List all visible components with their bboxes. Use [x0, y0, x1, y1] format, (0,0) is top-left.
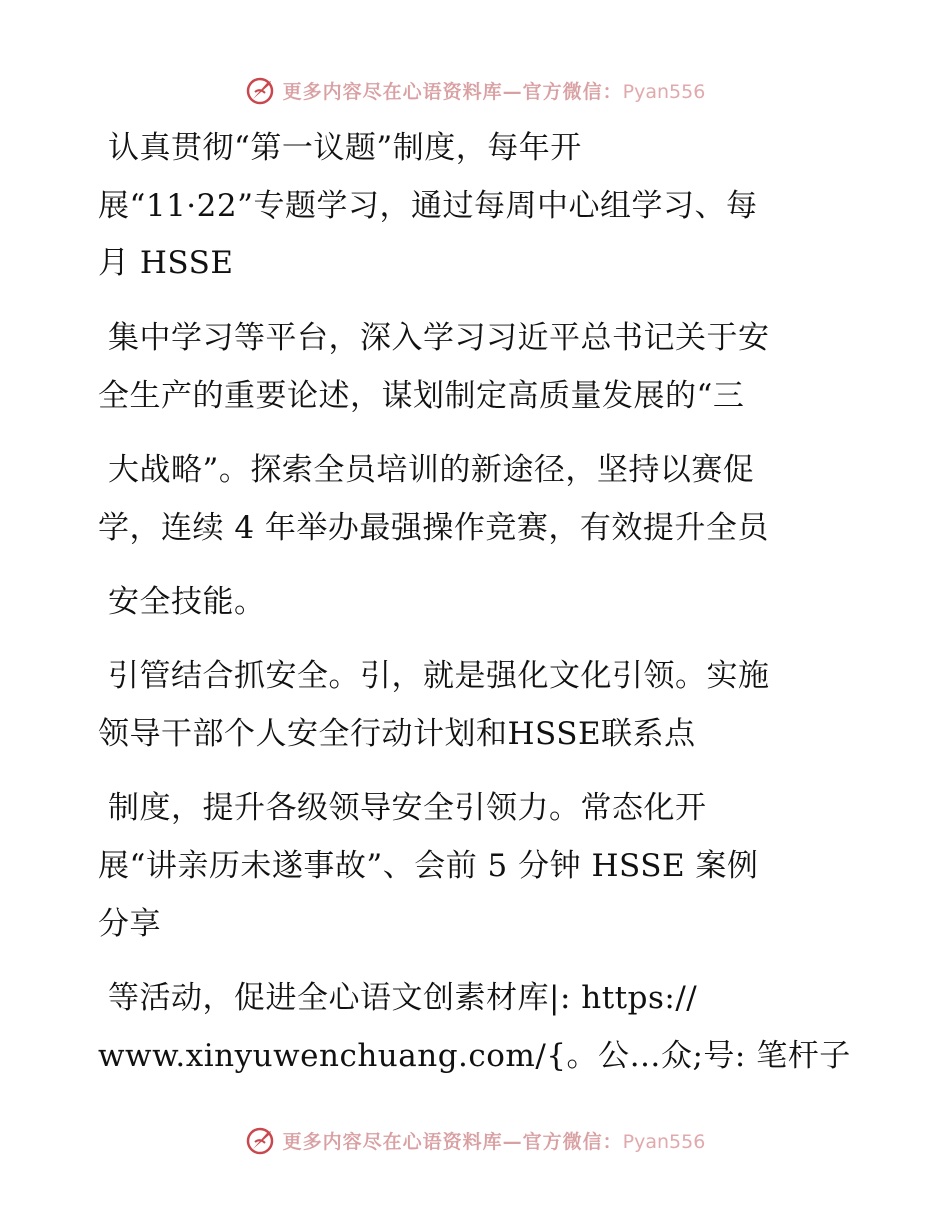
watermark-handle: Pyan556 [622, 80, 706, 103]
body-line: 展“讲亲历未遂事故”、会前 5 分钟 HSSE 案例 [98, 848, 759, 884]
watermark-text [283, 1127, 706, 1154]
body-line: 引管结合抓安全。引，就是强化文化引领。实施 [108, 658, 770, 694]
body-line: 月 HSSE [98, 245, 234, 281]
body-line: 学，连续 4 年举办最强操作竞赛，有效提升全员 [98, 510, 769, 546]
body-line: 分享 [98, 906, 161, 942]
body-line: 认真贯彻“第一议题”制度，每年开 [108, 130, 582, 166]
body-line: 制度，提升各级领导安全引领力。常态化开 [108, 790, 707, 826]
body-line: 大战略”。探索全员培训的新途径，坚持以赛促 [108, 452, 755, 488]
body-line: 安全技能。 [108, 584, 266, 620]
body-line: 领导干部个人安全行动计划和HSSE联系点 [98, 716, 696, 752]
watermark-handle: Pyan556 [622, 1130, 706, 1153]
watermark-label: 更多内容尽在心语资料库—官方微信： [282, 1130, 623, 1153]
watermark-label: 更多内容尽在心语资料库—官方微信： [282, 80, 623, 103]
pen-logo-icon [245, 1124, 277, 1156]
body-line: 集中学习等平台，深入学习习近平总书记关于安 [108, 320, 770, 356]
footer-watermark [0, 1120, 950, 1160]
body-line: 展“11·22”专题学习，通过每周中心组学习、每 [98, 188, 758, 224]
body-line: 全生产的重要论述，谋划制定高质量发展的“三 [98, 378, 745, 414]
body-line: 等活动，促进全心语文创素材库|: https:// [108, 980, 698, 1016]
body-line: www.xinyuwenchuang.com/{。公…众;号: 笔杆子 [98, 1038, 851, 1074]
